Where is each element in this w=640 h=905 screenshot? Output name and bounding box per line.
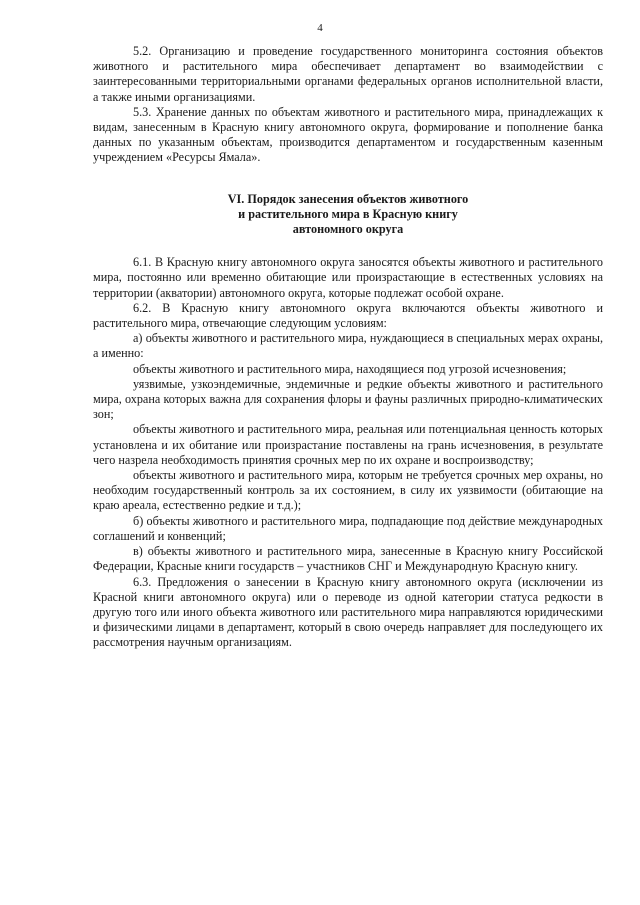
document-body: [93, 44, 603, 651]
paragraph-6-1: 6.1. В Красную книгу автономного округа заносятся объекты животного и растительного мира, постоянно или временно обитающие или произрастающие в естественных условиях на территории (акватории) автономного округа, которые подлежат особой охране.: [93, 255, 603, 300]
paragraph-5-3: 5.3. Хранение данных по объектам животного и растительного мира, принадлежащих к видам, занесенным в Красную книгу автономного округа, формирование и пополнение банка данных по указанным объектам, производится департаментом и государственным казенным учреждением «Ресурсы Ямала».: [93, 104, 603, 165]
paragraph-6-2-v: в) объекты животного и растительного мира, занесенные в Красную книгу Российской Федерации, Красные книги государств – участников СНГ и Международную Красную книгу.: [93, 544, 603, 574]
paragraph-5-2: 5.2. Организацию и проведение государственного мониторинга состояния объектов животного и растительного мира обеспечивает департамент во взаимодействии с заинтересованными территориальными органами федеральных органов исполнительной власти, а также иными организациями.: [93, 44, 603, 104]
heading-line-1: VI. Порядок занесения объектов животного: [227, 191, 469, 206]
paragraph-6-2-a-item-1: объекты животного и растительного мира, находящиеся под угрозой исчезновения;: [133, 361, 567, 376]
heading-line-3: автономного округа: [292, 222, 404, 237]
paragraph-6-2: 6.2. В Красную книгу автономного округа включаются объекты животного и растительного мира, отвечающие следующим условиям:: [93, 300, 603, 331]
page-number: 4: [317, 22, 323, 34]
heading-line-2: и растительного мира в Красную книгу: [238, 206, 458, 221]
paragraph-6-2-a: а) объекты животного и растительного мира, нуждающиеся в специальных мерах охраны, а именно:: [93, 331, 603, 361]
paragraph-6-2-a-item-3: объекты животного и растительного мира, реальная или потенциальная ценность которых установлена и их обитание или произрастание поставлены на грань исчезновения, в результате чего назрела необходимость принятия срочных мер по их охране и воспроизводству;: [93, 422, 603, 467]
section-heading: [93, 192, 603, 238]
paragraph-6-2-a-item-2: уязвимые, узкоэндемичные, эндемичные и редкие объекты животного и растительного мира, охрана которых важна для сохранения флоры и фауны различных природно-климатических зон;: [93, 376, 603, 422]
paragraph-6-2-b: б) объекты животного и растительного мира, подпадающие под действие международных соглашений и конвенций;: [93, 513, 603, 543]
paragraph-6-2-a-item-4: объекты животного и растительного мира, которым не требуется срочных мер охраны, но необходим государственный контроль за их состоянием, в силу их уязвимости (обитающие на краю ареала, естественно редкие и т.д.);: [93, 468, 603, 513]
paragraph-6-3: 6.3. Предложения о занесении в Красную книгу автономного округа (исключении из Красной книги автономного округа) или о переводе из одной категории статуса редкости в другую того или иного объекта животного или растительного мира направляются юридическими и физическими лицами в департамент, который в свою очередь направляет для последующего их рассмотрения научным организациям.: [93, 574, 603, 650]
